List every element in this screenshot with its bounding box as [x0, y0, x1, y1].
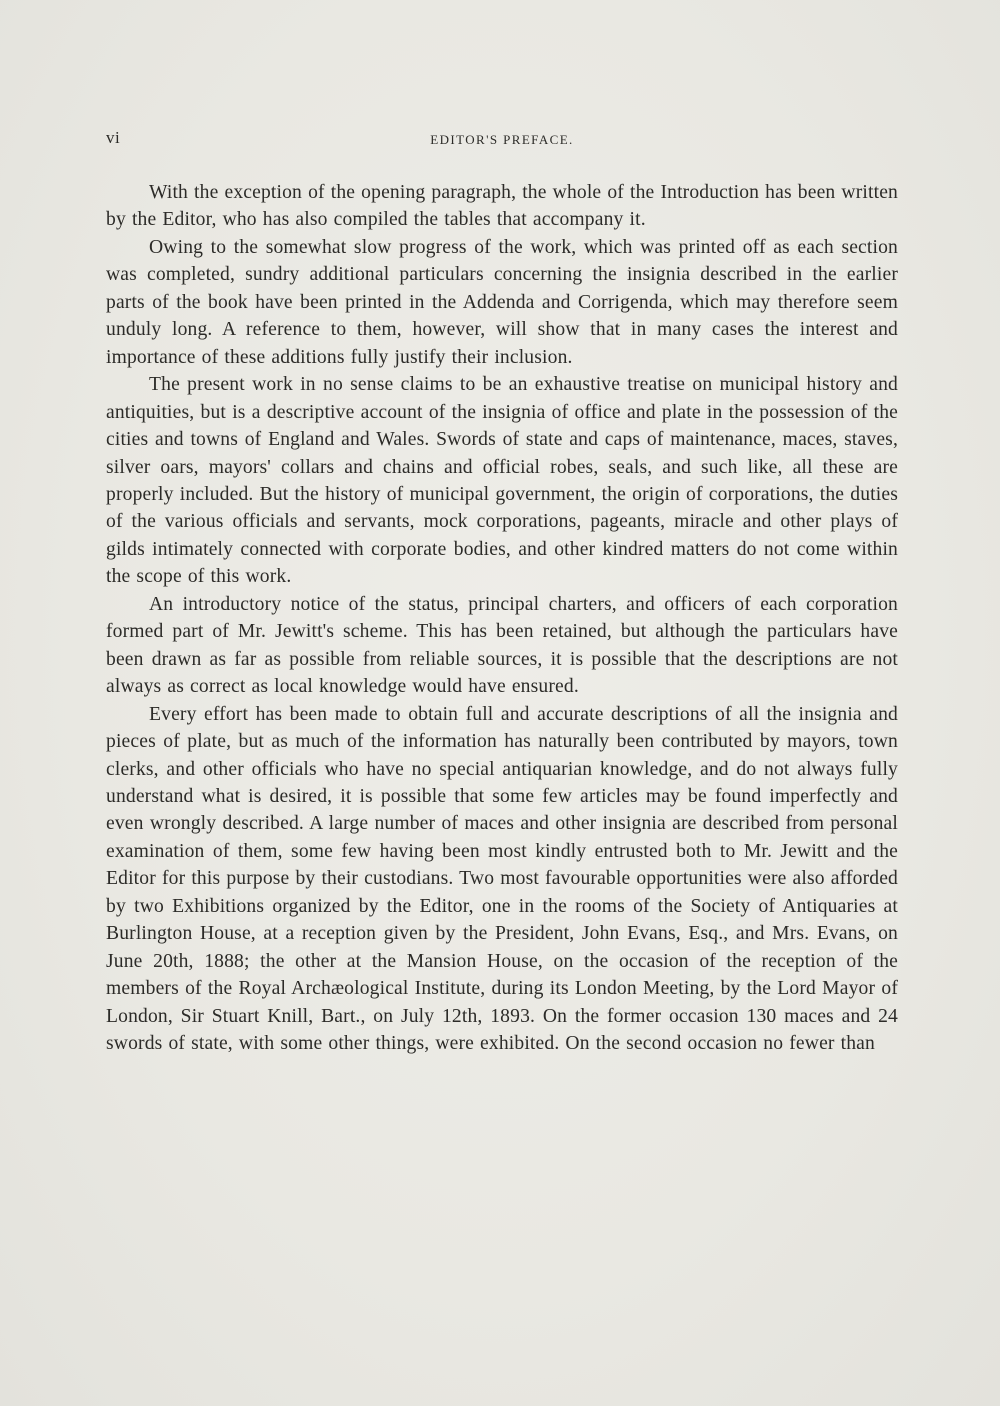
paragraph-scope: The present work in no sense claims to be an exhaustive treatise on municipal history and antiquities, but is a descriptive account of the insignia of office and plate in the possession of the cities and towns of England and Wales. Swords of state and caps of maintenance, maces, staves, silver oars, mayors' collars and chains and official robes, seals, and such like, all these are properly included. But the history of municipal government, the origin of corporations, the duties of the various officials and servants, mock corporations, pageants, miracle and other plays of gilds intimately connected with corporate bodies, and other kindred matters do not come within the scope of this work. — [106, 374, 898, 588]
running-head — [106, 128, 898, 154]
running-head-title: EDITOR'S PREFACE. — [430, 132, 574, 147]
page-number: vi — [106, 128, 121, 147]
paragraph-introductory-notice: An introductory notice of the status, principal charters, and officers of each corporation formed part of Mr. Jewitt's scheme. This has been retained, but although the particulars have been drawn as far as possible from reliable sources, it is possible that the descriptions are not always as correct as local knowledge would have ensured. — [106, 593, 898, 698]
paragraph-addenda: Owing to the somewhat slow progress of the work, which was printed off as each section was completed, sundry additional particulars concerning the insignia described in the earlier parts of the book have been printed in the Addenda and Corrigenda, which may therefore seem unduly long. A reference to them, however, will show that in many cases the interest and importance of these additions fully justify their inclusion. — [106, 236, 898, 368]
paragraph-introduction: With the exception of the opening paragraph, the whole of the Introduction has been written by the Editor, who has also compiled the tables that accompany it. — [106, 182, 898, 231]
paragraph-descriptions: Every effort has been made to obtain full and accurate descriptions of all the insignia and pieces of plate, but as much of the information has naturally been contributed by mayors, town clerks, and other officials who have no special antiquarian knowledge, and do not always fully understand what is desired, it is possible that some few articles may be found imperfectly and even wrongly described. A large number of maces and other insignia are described from personal examination of them, some few having been most kindly entrusted both to Mr. Jewitt and the Editor for this purpose by their custodians. Two most favourable opportunities were also afforded by two Exhibitions organized by the Editor, one in the rooms of the Society of Antiquaries at Burlington House, at a reception given by the President, John Evans, Esq., and Mrs. Evans, on June 20th, 1888; the other at the Mansion House, on the occasion of the reception of the members of the Royal Archæological Institute, during its London Meeting, by the Lord Mayor of London, Sir Stuart Knill, Bart., on July 12th, 1893. On the former occasion 130 maces and 24 swords of state, with some other things, were exhibited. On the second occasion no fewer than — [106, 703, 898, 1055]
body-text — [106, 179, 898, 1058]
